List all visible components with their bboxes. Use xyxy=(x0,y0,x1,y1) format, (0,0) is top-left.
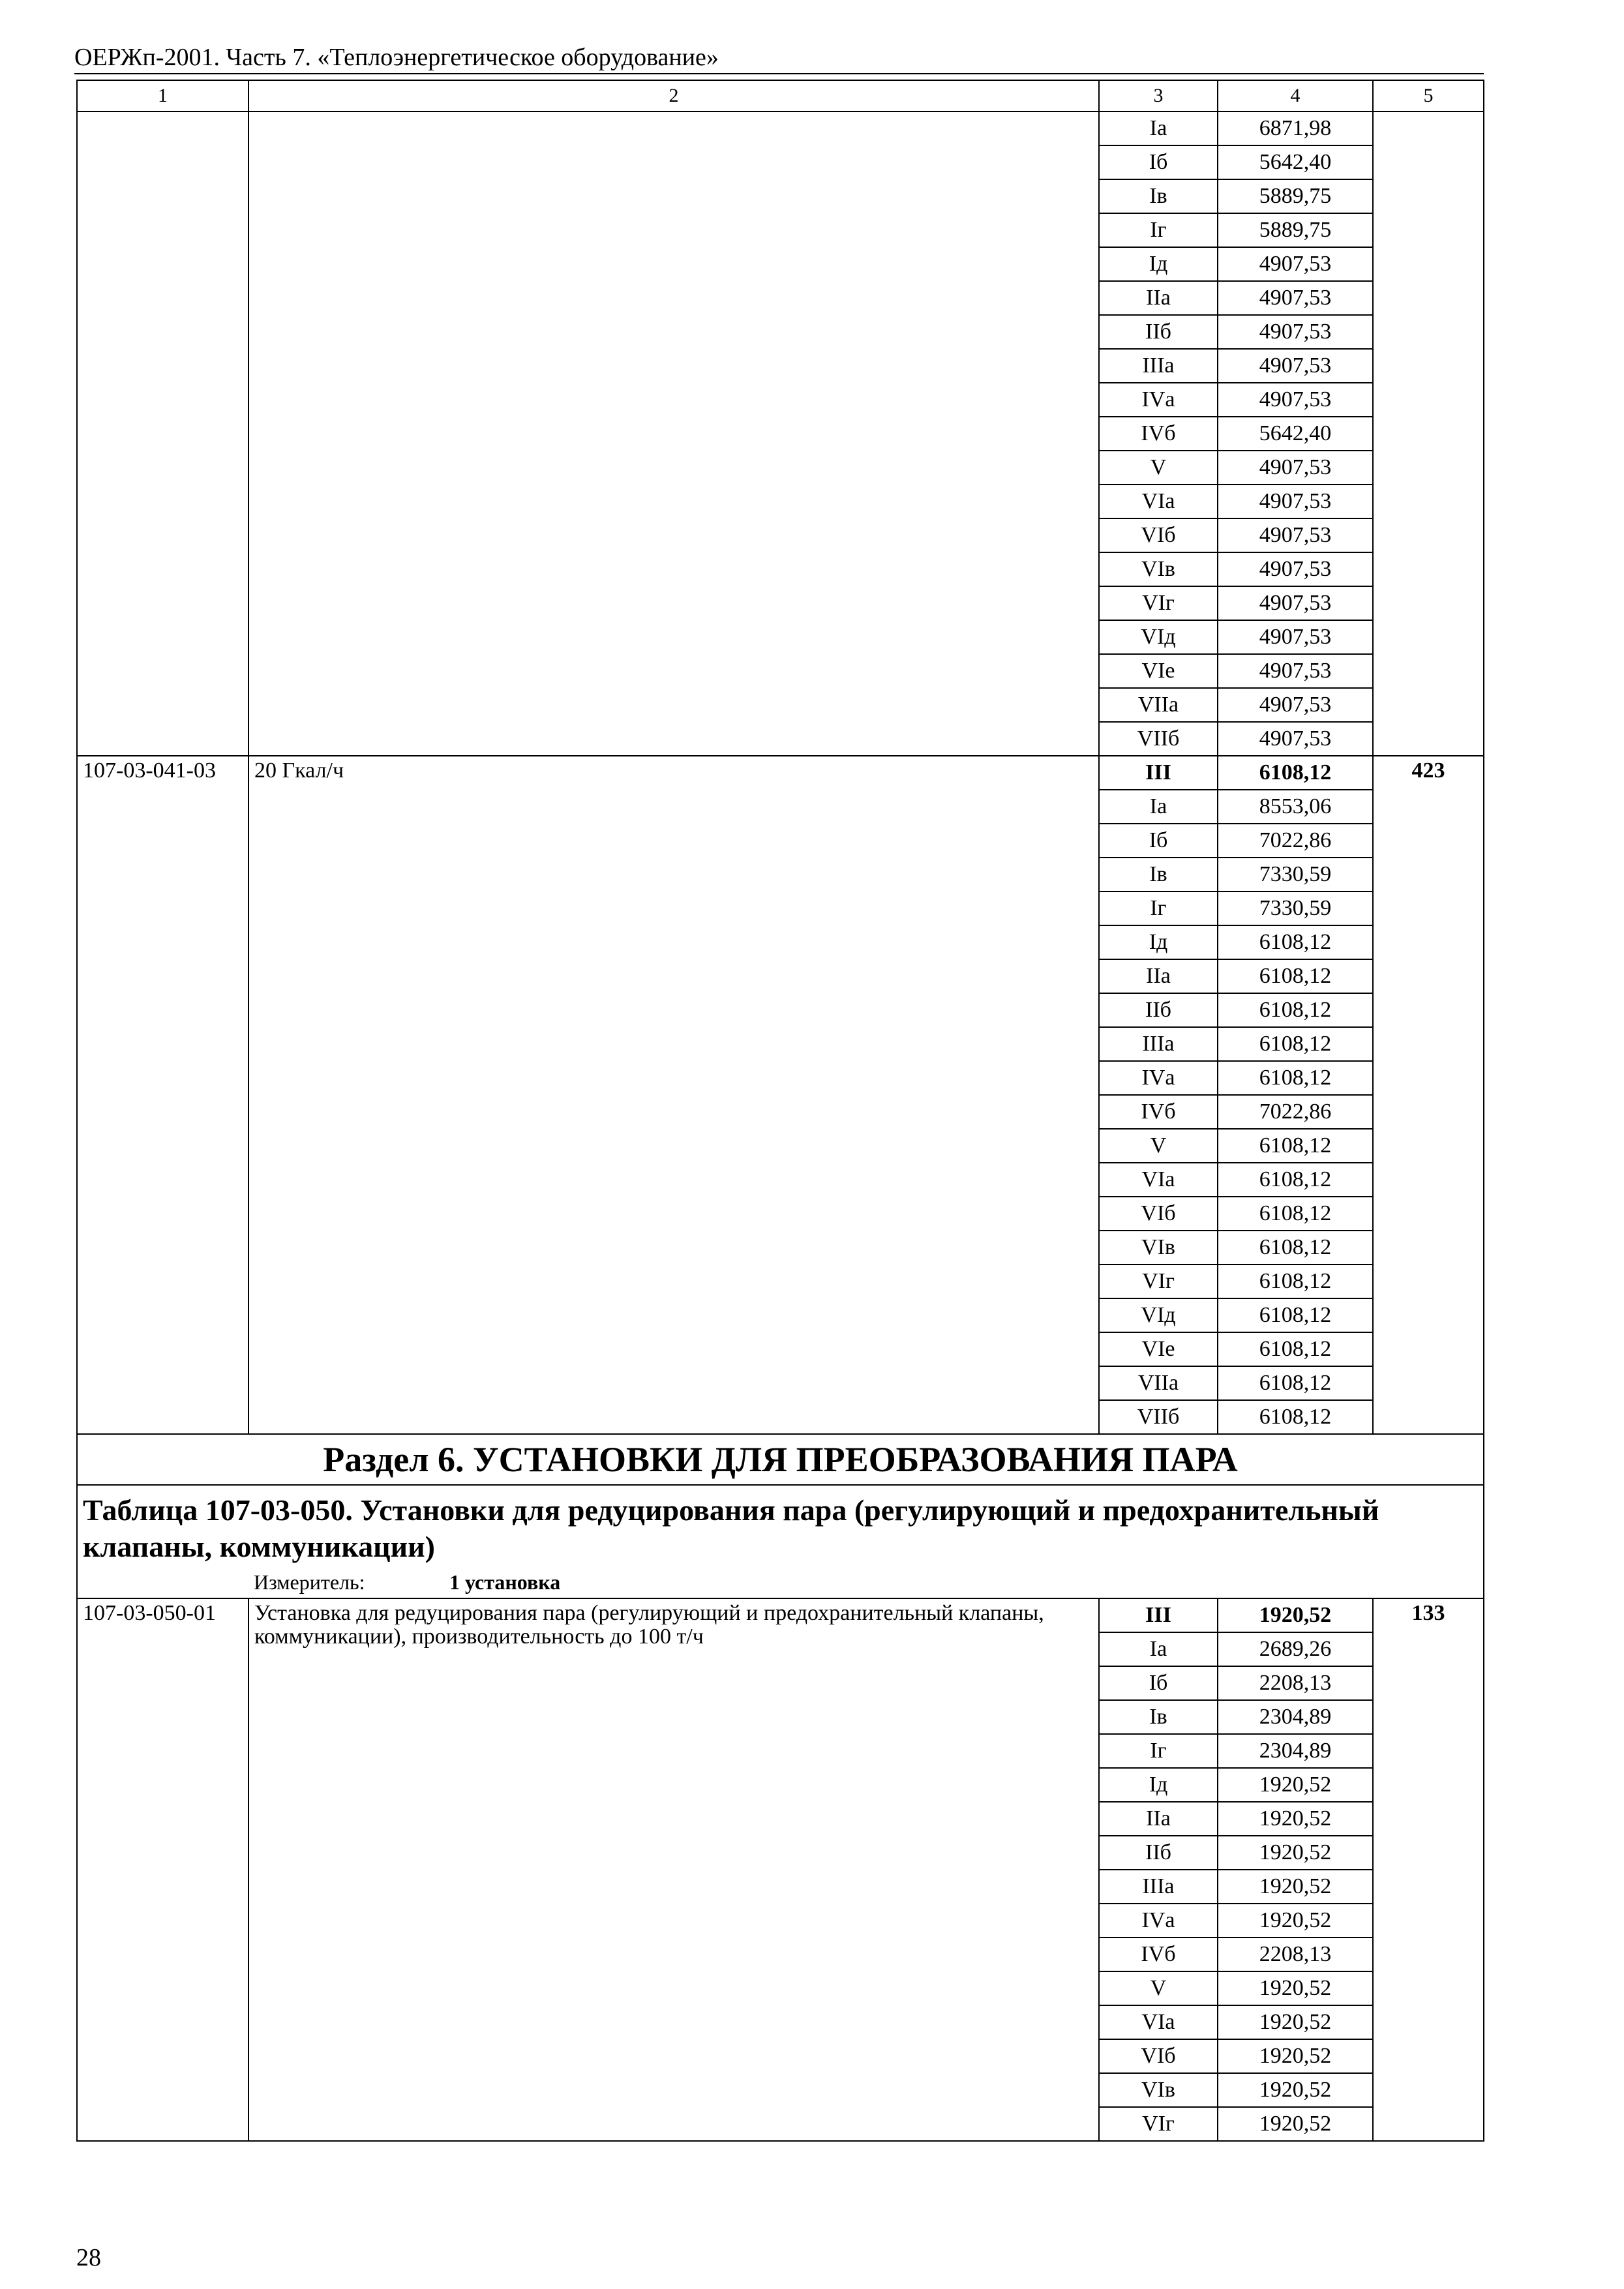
value-cell: 1920,52 xyxy=(1218,2107,1373,2141)
zone-cell: VIе xyxy=(1099,1332,1218,1366)
value-cell: 6108,12 xyxy=(1218,993,1373,1027)
value-cell: 1920,52 xyxy=(1218,1904,1373,1937)
zone-cell: VIг xyxy=(1099,1264,1218,1298)
item-name: Установка для редуцирования пара (регулирующий и предохранительный клапаны, коммуникации), производительность до 100 т/ч xyxy=(248,1598,1099,2141)
zone-cell: IVб xyxy=(1099,1937,1218,1971)
item-code: 107-03-041-03 xyxy=(77,756,248,1434)
zone-cell: Iд xyxy=(1099,1768,1218,1802)
value-cell: 6108,12 xyxy=(1218,1366,1373,1400)
zone-cell: VIIб xyxy=(1099,1400,1218,1434)
zone-cell: V xyxy=(1099,451,1218,485)
zone-cell: Iа xyxy=(1099,112,1218,145)
zone-cell: III xyxy=(1099,1598,1218,1632)
value-cell: 4907,53 xyxy=(1218,688,1373,722)
measure-value: 1 установка xyxy=(449,1570,561,1594)
value-cell: 4907,53 xyxy=(1218,315,1373,349)
zone-cell: VIб xyxy=(1099,2039,1218,2073)
zone-cell: IIа xyxy=(1099,1802,1218,1836)
zone-cell: IIб xyxy=(1099,993,1218,1027)
column-number: 2 xyxy=(248,80,1099,112)
value-cell: 7022,86 xyxy=(1218,1095,1373,1129)
item-code-empty xyxy=(77,112,248,756)
value-cell: 1920,52 xyxy=(1218,2005,1373,2039)
column-number: 5 xyxy=(1373,80,1484,112)
item-col5-empty xyxy=(1373,112,1484,756)
item-col5: 423 xyxy=(1373,756,1484,1434)
value-cell: 2304,89 xyxy=(1218,1700,1373,1734)
item-col5: 133 xyxy=(1373,1598,1484,2141)
section-title: Раздел 6. УСТАНОВКИ ДЛЯ ПРЕОБРАЗОВАНИЯ ПАРА xyxy=(77,1434,1484,1485)
zone-cell: IIа xyxy=(1099,281,1218,315)
value-cell: 4907,53 xyxy=(1218,383,1373,417)
zone-cell: VIв xyxy=(1099,1231,1218,1264)
value-cell: 6108,12 xyxy=(1218,1027,1373,1061)
value-cell: 6108,12 xyxy=(1218,1163,1373,1197)
value-cell: 6108,12 xyxy=(1218,1400,1373,1434)
value-cell: 1920,52 xyxy=(1218,1836,1373,1870)
zone-cell: IVа xyxy=(1099,1061,1218,1095)
value-cell: 1920,52 xyxy=(1218,1802,1373,1836)
zone-cell: V xyxy=(1099,1129,1218,1163)
column-number: 1 xyxy=(77,80,248,112)
zone-cell: III xyxy=(1099,756,1218,790)
price-row xyxy=(77,756,1484,790)
value-cell: 1920,52 xyxy=(1218,1870,1373,1904)
value-cell: 4907,53 xyxy=(1218,620,1373,654)
item-name: 20 Гкал/ч xyxy=(248,756,1099,1434)
zone-cell: IIIа xyxy=(1099,1027,1218,1061)
zone-cell: VIе xyxy=(1099,654,1218,688)
price-row xyxy=(77,1598,1484,1632)
zone-cell: Iв xyxy=(1099,1700,1218,1734)
section-row xyxy=(77,1434,1484,1485)
value-cell: 4907,53 xyxy=(1218,552,1373,586)
table-title: Таблица 107-03-050. Установки для редуцирования пара (регулирующий и предохранительный клапаны, коммуникации) xyxy=(83,1493,1379,1563)
zone-cell: VIIа xyxy=(1099,688,1218,722)
value-cell: 5642,40 xyxy=(1218,145,1373,179)
zone-cell: IIIа xyxy=(1099,349,1218,383)
value-cell: 1920,52 xyxy=(1218,1598,1373,1632)
value-cell: 2304,89 xyxy=(1218,1734,1373,1768)
value-cell: 6108,12 xyxy=(1218,1197,1373,1231)
value-cell: 5889,75 xyxy=(1218,179,1373,213)
zone-cell: VIа xyxy=(1099,485,1218,518)
zone-cell: VIIб xyxy=(1099,722,1218,756)
value-cell: 8553,06 xyxy=(1218,790,1373,824)
zone-cell: VIв xyxy=(1099,2073,1218,2107)
price-table-body xyxy=(77,80,1484,2141)
zone-cell: IIб xyxy=(1099,1836,1218,1870)
value-cell: 4907,53 xyxy=(1218,485,1373,518)
zone-cell: VIб xyxy=(1099,1197,1218,1231)
zone-cell: Iа xyxy=(1099,1632,1218,1666)
zone-cell: Iв xyxy=(1099,179,1218,213)
zone-cell: VIг xyxy=(1099,2107,1218,2141)
table-caption-row xyxy=(77,1485,1484,1598)
zone-cell: Iа xyxy=(1099,790,1218,824)
value-cell: 4907,53 xyxy=(1218,349,1373,383)
zone-cell: Iг xyxy=(1099,891,1218,925)
page-header: ОЕРЖп-2001. Часть 7. «Теплоэнергетическое оборудование» xyxy=(74,44,719,71)
value-cell: 2208,13 xyxy=(1218,1937,1373,1971)
column-number: 3 xyxy=(1099,80,1218,112)
value-cell: 1920,52 xyxy=(1218,2039,1373,2073)
table-caption xyxy=(77,1485,1484,1598)
value-cell: 6108,12 xyxy=(1218,1264,1373,1298)
zone-cell: IIIа xyxy=(1099,1870,1218,1904)
zone-cell: IIб xyxy=(1099,315,1218,349)
value-cell: 7022,86 xyxy=(1218,824,1373,858)
zone-cell: VIг xyxy=(1099,586,1218,620)
value-cell: 7330,59 xyxy=(1218,891,1373,925)
value-cell: 4907,53 xyxy=(1218,518,1373,552)
zone-cell: VIа xyxy=(1099,2005,1218,2039)
value-cell: 6108,12 xyxy=(1218,1332,1373,1366)
zone-cell: VIIа xyxy=(1099,1366,1218,1400)
value-cell: 5642,40 xyxy=(1218,417,1373,451)
value-cell: 4907,53 xyxy=(1218,722,1373,756)
zone-cell: IVб xyxy=(1099,1095,1218,1129)
measure-line xyxy=(83,1570,1478,1594)
zone-cell: VIд xyxy=(1099,620,1218,654)
zone-cell: IIа xyxy=(1099,959,1218,993)
value-cell: 4907,53 xyxy=(1218,586,1373,620)
item-code: 107-03-050-01 xyxy=(77,1598,248,2141)
zone-cell: Iв xyxy=(1099,858,1218,891)
zone-cell: Iг xyxy=(1099,1734,1218,1768)
value-cell: 6108,12 xyxy=(1218,1298,1373,1332)
value-cell: 4907,53 xyxy=(1218,654,1373,688)
value-cell: 6108,12 xyxy=(1218,1061,1373,1095)
zone-cell: Iб xyxy=(1099,824,1218,858)
header-rule xyxy=(74,73,1484,74)
zone-cell: IVа xyxy=(1099,1904,1218,1937)
value-cell: 6108,12 xyxy=(1218,925,1373,959)
price-table xyxy=(76,80,1484,2142)
zone-cell: Iг xyxy=(1099,213,1218,247)
value-cell: 5889,75 xyxy=(1218,213,1373,247)
zone-cell: V xyxy=(1099,1971,1218,2005)
value-cell: 6871,98 xyxy=(1218,112,1373,145)
zone-cell: VIд xyxy=(1099,1298,1218,1332)
value-cell: 4907,53 xyxy=(1218,281,1373,315)
value-cell: 6108,12 xyxy=(1218,1129,1373,1163)
zone-cell: Iд xyxy=(1099,925,1218,959)
zone-cell: IVа xyxy=(1099,383,1218,417)
zone-cell: VIа xyxy=(1099,1163,1218,1197)
value-cell: 2208,13 xyxy=(1218,1666,1373,1700)
value-cell: 7330,59 xyxy=(1218,858,1373,891)
value-cell: 6108,12 xyxy=(1218,1231,1373,1264)
value-cell: 4907,53 xyxy=(1218,247,1373,281)
value-cell: 1920,52 xyxy=(1218,2073,1373,2107)
zone-cell: Iб xyxy=(1099,1666,1218,1700)
zone-cell: IVб xyxy=(1099,417,1218,451)
item-name-empty xyxy=(248,112,1099,756)
page-number: 28 xyxy=(76,2244,101,2271)
value-cell: 1920,52 xyxy=(1218,1768,1373,1802)
zone-cell: VIб xyxy=(1099,518,1218,552)
value-cell: 4907,53 xyxy=(1218,451,1373,485)
price-row xyxy=(77,112,1484,145)
column-number: 4 xyxy=(1218,80,1373,112)
column-number-row xyxy=(77,80,1484,112)
zone-cell: Iб xyxy=(1099,145,1218,179)
value-cell: 6108,12 xyxy=(1218,756,1373,790)
measure-label: Измеритель: xyxy=(254,1570,365,1594)
value-cell: 2689,26 xyxy=(1218,1632,1373,1666)
value-cell: 6108,12 xyxy=(1218,959,1373,993)
zone-cell: VIв xyxy=(1099,552,1218,586)
value-cell: 1920,52 xyxy=(1218,1971,1373,2005)
zone-cell: Iд xyxy=(1099,247,1218,281)
